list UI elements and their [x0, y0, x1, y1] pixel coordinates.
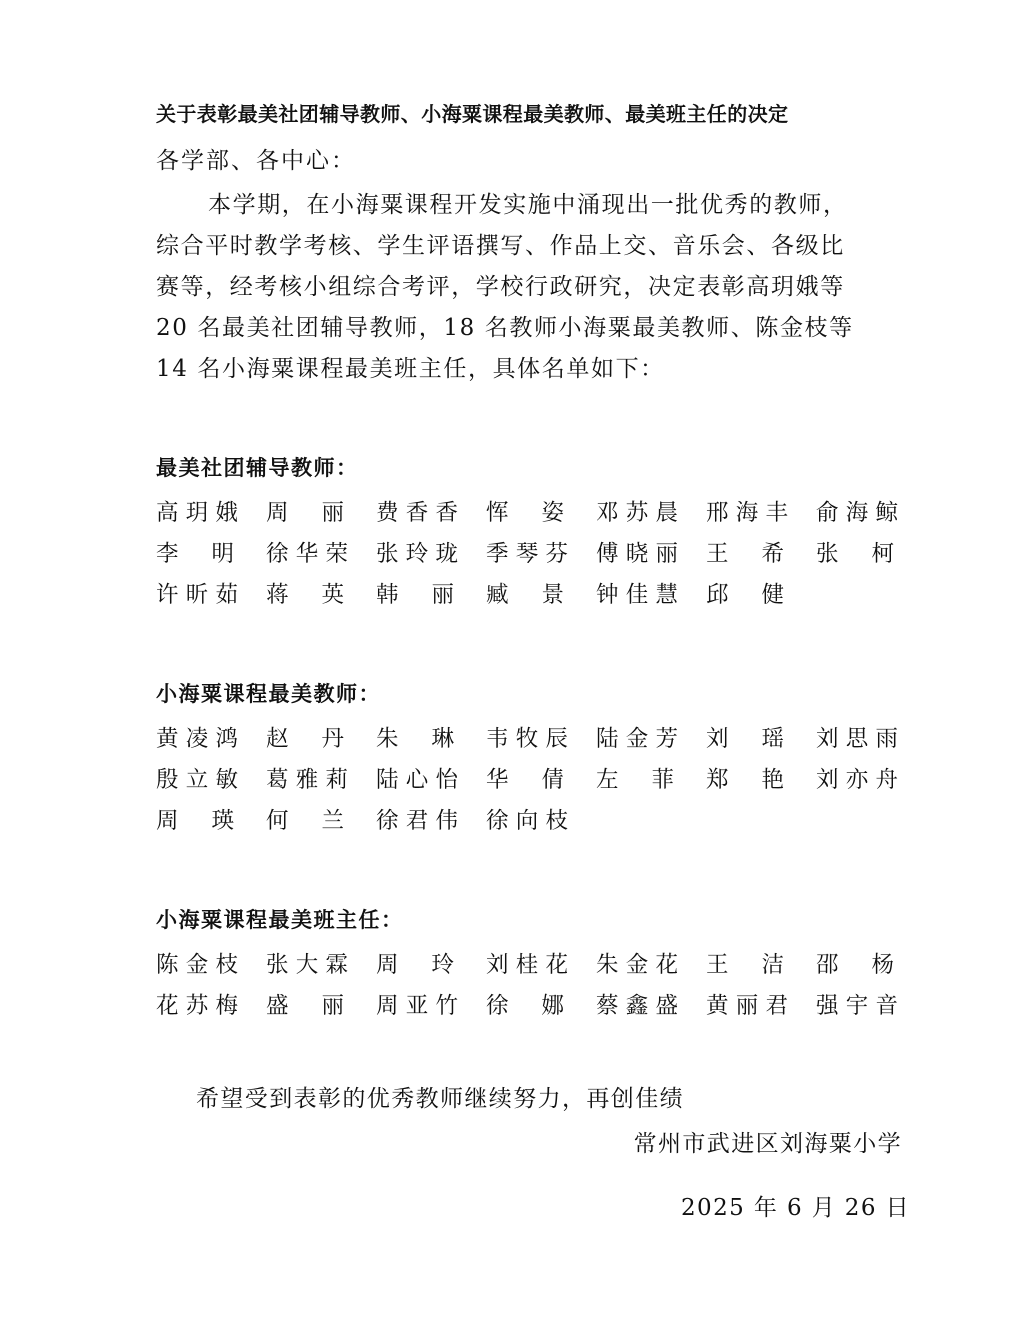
- teacher-name: 朱 琳: [376, 725, 454, 752]
- teacher-name: 蒋 英: [266, 581, 344, 608]
- teacher-name: 盛 丽: [266, 992, 344, 1019]
- body-line: 20 名最美社团辅导教师，18 名教师小海粟最美教师、陈金枝等: [156, 315, 854, 341]
- section-heading-head-teachers: 小海粟课程最美班主任：: [156, 908, 404, 932]
- teacher-name: 左 菲: [596, 766, 674, 793]
- document-date: 2025 年 6 月 26 日: [681, 1195, 910, 1221]
- teacher-name: 张 柯: [816, 540, 894, 567]
- teacher-name: 钟 佳 慧: [596, 581, 678, 608]
- teacher-name: 韩 丽: [376, 581, 454, 608]
- teacher-name: 徐 向 枝: [486, 807, 568, 834]
- name-row: [156, 531, 916, 572]
- teacher-name: 王 洁: [706, 951, 784, 978]
- teacher-name: 刘 瑶: [706, 725, 784, 752]
- teacher-name: 徐 君 伟: [376, 807, 458, 834]
- teacher-name: 刘 亦 舟: [816, 766, 898, 793]
- section-heading-course-teachers: 小海粟课程最美教师：: [156, 682, 381, 706]
- teacher-name: 傅 晓 丽: [596, 540, 678, 567]
- teacher-name: 王 希: [706, 540, 784, 567]
- teacher-name: 强 宇 音: [816, 992, 898, 1019]
- teacher-name: 许 昕 茹: [156, 581, 238, 608]
- teacher-name: 李 明: [156, 540, 234, 567]
- teacher-name: 蔡 鑫 盛: [596, 992, 678, 1019]
- body-line: 综合平时教学考核、学生评语撰写、作品上交、音乐会、各级比: [156, 233, 845, 259]
- teacher-name: 季 琴 芬: [486, 540, 568, 567]
- signature-school-name: 常州市武进区刘海粟小学: [633, 1131, 902, 1157]
- teacher-name: 邓 苏 晨: [596, 499, 678, 526]
- teacher-name: 朱 金 花: [596, 951, 678, 978]
- section-heading-club-tutors: 最美社团辅导教师：: [156, 456, 359, 480]
- teacher-name: 张 玲 珑: [376, 540, 458, 567]
- teacher-name: 邵 杨: [816, 951, 894, 978]
- teacher-name: 徐 娜: [486, 992, 564, 1019]
- name-row: [156, 757, 916, 798]
- body-line: 14 名小海粟课程最美班主任，具体名单如下：: [156, 356, 665, 382]
- name-row: [156, 716, 916, 757]
- body-line: 本学期，在小海粟课程开发实施中涌现出一批优秀的教师，: [208, 192, 848, 218]
- teacher-name: 华 倩: [486, 766, 564, 793]
- teacher-name: 陈 金 枝: [156, 951, 238, 978]
- teacher-name: 陆 金 芳: [596, 725, 678, 752]
- teacher-name: 刘 桂 花: [486, 951, 568, 978]
- salutation: 各学部、各中心：: [156, 148, 356, 174]
- closing-sentence: 希望受到表彰的优秀教师继续努力，再创佳绩: [196, 1086, 684, 1112]
- name-list-course-teachers: [156, 716, 916, 839]
- name-row: [156, 983, 916, 1024]
- teacher-name: 俞 海 鲸: [816, 499, 898, 526]
- name-row: [156, 490, 916, 531]
- teacher-name: 恽 姿: [486, 499, 564, 526]
- name-row: [156, 572, 916, 613]
- teacher-name: 刘 思 雨: [816, 725, 898, 752]
- teacher-name: 周 瑛: [156, 807, 234, 834]
- teacher-name: 殷 立 敏: [156, 766, 238, 793]
- name-list-head-teachers: [156, 942, 916, 1024]
- teacher-name: 何 兰: [266, 807, 344, 834]
- teacher-name: 臧 景: [486, 581, 564, 608]
- teacher-name: 韦 牧 辰: [486, 725, 568, 752]
- document-title: 关于表彰最美社团辅导教师、小海粟课程最美教师、最美班主任的决定: [156, 102, 789, 126]
- teacher-name: 陆 心 怡: [376, 766, 458, 793]
- teacher-name: 张 大 霖: [266, 951, 348, 978]
- teacher-name: 周 玲: [376, 951, 454, 978]
- teacher-name: 郑 艳: [706, 766, 784, 793]
- name-row: [156, 942, 916, 983]
- teacher-name: 周 亚 竹: [376, 992, 458, 1019]
- teacher-name: 高 玥 娥: [156, 499, 238, 526]
- teacher-name: 邢 海 丰: [706, 499, 788, 526]
- teacher-name: 周 丽: [266, 499, 344, 526]
- teacher-name: 邱 健: [706, 581, 784, 608]
- body-paragraph: [156, 185, 896, 390]
- teacher-name: 费 香 香: [376, 499, 458, 526]
- teacher-name: 黄 凌 鸿: [156, 725, 238, 752]
- teacher-name: 徐 华 荣: [266, 540, 348, 567]
- teacher-name: 赵 丹: [266, 725, 344, 752]
- name-list-club-tutors: [156, 490, 916, 613]
- name-row: [156, 798, 916, 839]
- body-line: 赛等，经考核小组综合考评，学校行政研究，决定表彰高玥娥等: [156, 274, 845, 300]
- teacher-name: 葛 雅 莉: [266, 766, 348, 793]
- teacher-name: 黄 丽 君: [706, 992, 788, 1019]
- teacher-name: 花 苏 梅: [156, 992, 238, 1019]
